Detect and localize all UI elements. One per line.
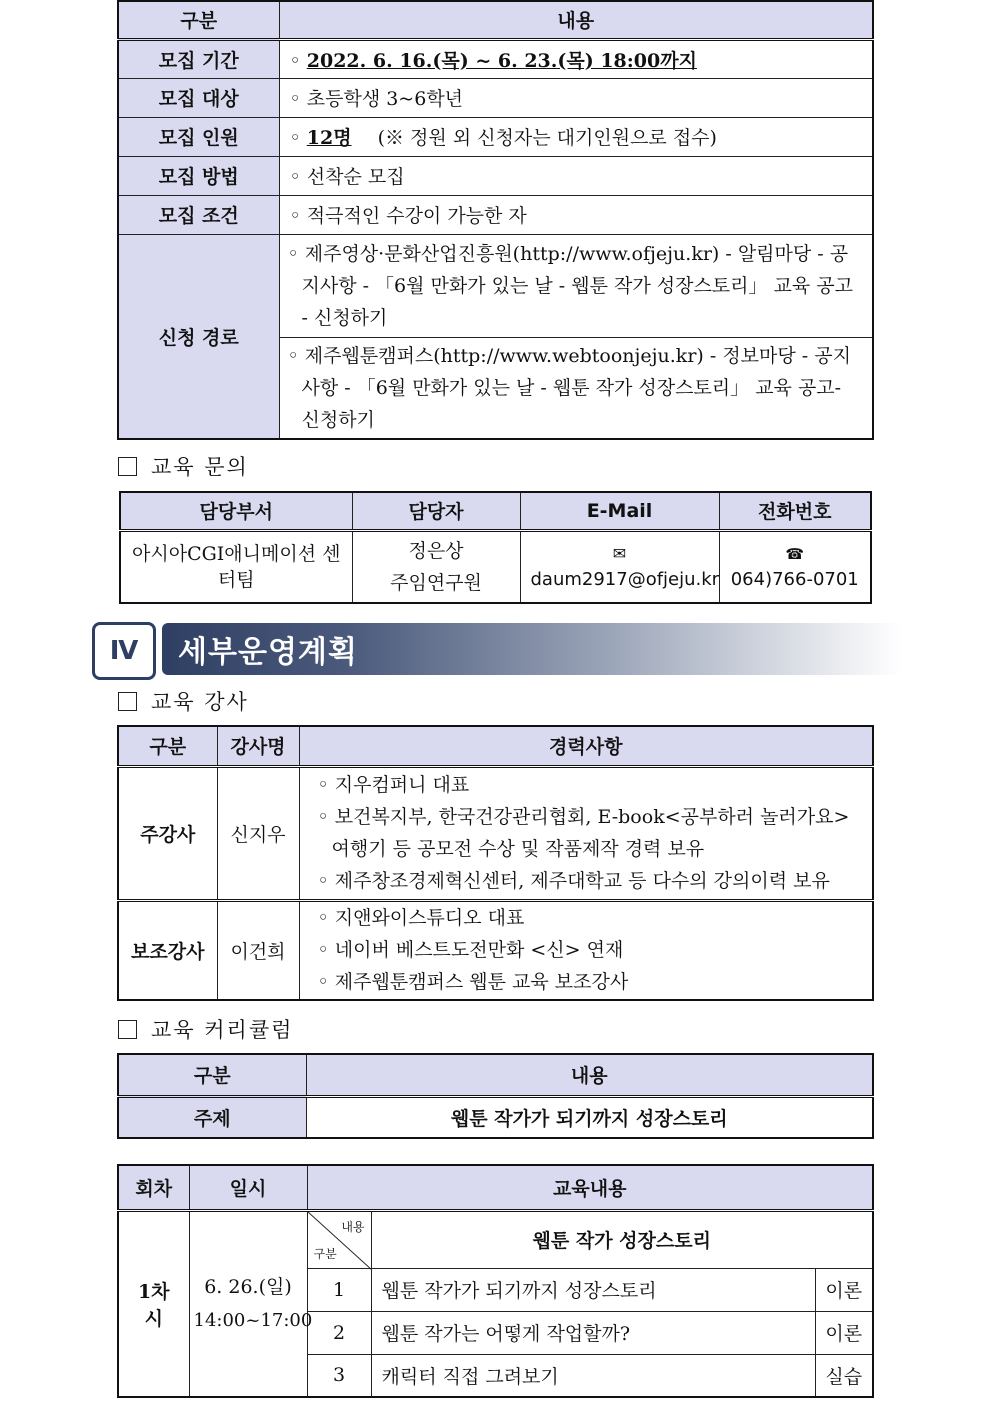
schedule-row-no: 3	[307, 1354, 371, 1397]
curriculum-theme-value: 웹툰 작가가 되기까지 성장스토리	[306, 1096, 873, 1138]
recruit-count-number: 12명	[306, 127, 352, 149]
instructors-section-heading	[118, 686, 249, 716]
diagonal-top-label: 내용	[341, 1219, 365, 1234]
career-item: ◦ 지앤와이스튜디오 대표	[317, 907, 525, 930]
inquiry-header-dept: 담당부서	[120, 492, 352, 530]
schedule-row-type: 실습	[815, 1354, 873, 1397]
apply-route-2: ◦ 제주웹툰캠퍼스(http://www.webtoonjeju.kr) - 정보마당 - 공지사항 - 「6월 만화가 있는 날 - 웹툰 작가 성장스토리」 교육 공고- 신청하기	[279, 337, 873, 439]
instructors-header-name: 강사명	[217, 726, 299, 766]
section-number-badge	[92, 622, 156, 680]
checkbox-square-icon	[118, 692, 137, 711]
instructor-career-main	[299, 766, 873, 900]
schedule-row-type: 이론	[815, 1311, 873, 1354]
schedule-row-no: 1	[307, 1268, 371, 1311]
schedule-date: 6. 26.(일)	[204, 1275, 292, 1298]
career-item: ◦ 보건복지부, 한국건강관리협회, E-book<공부하러 놀러가요> 여행기 등 공모전 수상 및 작품제작 경력 보유	[317, 806, 850, 860]
recruit-period-text: 2022. 6. 16.(목) ~ 6. 23.(목) 18:00까지	[306, 49, 697, 72]
schedule-row-content: 웹툰 작가가 되기까지 성장스토리	[371, 1268, 815, 1311]
schedule-row-content: 웹툰 작가는 어떻게 작업할까?	[371, 1311, 815, 1354]
bullet: ◦	[289, 205, 301, 227]
diagonal-bottom-label: 구분	[313, 1246, 337, 1261]
inquiry-person	[352, 530, 520, 603]
schedule-row-content: 캐릭터 직접 그려보기	[371, 1354, 815, 1397]
section-number: Ⅳ	[109, 636, 139, 666]
inquiry-table	[119, 491, 872, 604]
bullet: ◦	[289, 127, 301, 149]
recruit-count-value	[279, 117, 873, 156]
bullet: ◦	[289, 49, 301, 72]
instructors-table	[117, 725, 874, 1001]
curriculum-title: 교육 커리큘럼	[151, 1018, 294, 1042]
person-name: 정은상	[408, 539, 464, 562]
inquiry-phone-cell	[719, 530, 871, 603]
recruitment-table	[117, 0, 874, 440]
recruit-condition-value	[279, 195, 873, 234]
envelope-icon: ✉	[612, 543, 627, 563]
section-title-bar	[162, 623, 902, 675]
instructors-header-category: 구분	[118, 726, 217, 766]
career-item: ◦ 제주창조경제혁신센터, 제주대학교 등 다수의 강의이력 보유	[317, 870, 830, 892]
recruit-method-label: 모집 방법	[118, 156, 279, 195]
career-item: ◦ 지우컴퍼니 대표	[317, 774, 470, 796]
career-item: ◦ 네이버 베스트도전만화 <신> 연재	[317, 939, 624, 962]
schedule-time: 14:00~17:00	[193, 1309, 313, 1331]
schedule-table	[117, 1164, 874, 1398]
curriculum-theme-table	[117, 1053, 874, 1139]
checkbox-square-icon	[118, 457, 137, 476]
recruit-period-label: 모집 기간	[118, 39, 279, 78]
apply-route-label: 신청 경로	[118, 234, 279, 439]
recruit-count-note: (※ 정원 외 신청자는 대기인원으로 접수)	[377, 127, 717, 149]
inquiry-dept: 아시아CGI애니메이션 센터팀	[120, 530, 352, 603]
curriculum-header-category: 구분	[118, 1054, 306, 1096]
diagonal-header-cell	[307, 1210, 371, 1268]
inquiry-title: 교육 문의	[151, 455, 249, 479]
inquiry-phone: 064)766-0701	[730, 568, 859, 590]
schedule-row-type: 이론	[815, 1268, 873, 1311]
recruit-target-label: 모집 대상	[118, 78, 279, 117]
instructor-role-main: 주강사	[118, 766, 217, 900]
instructors-title: 교육 강사	[151, 690, 249, 714]
recruit-period-value	[279, 39, 873, 78]
inquiry-email-cell	[520, 530, 719, 603]
instructor-name-assistant: 이건희	[217, 900, 299, 1000]
curriculum-header-content: 내용	[306, 1054, 873, 1096]
inquiry-header-email: E-Mail	[520, 492, 719, 530]
bullet: ◦	[289, 88, 301, 110]
person-title: 주임연구원	[390, 571, 482, 594]
recruit-target-text: 초등학생 3~6학년	[306, 88, 464, 110]
telephone-icon: ☎	[785, 544, 805, 563]
inquiry-header-phone: 전화번호	[719, 492, 871, 530]
apply-route-1: ◦ 제주영상·문화산업진흥원(http://www.ofjeju.kr) - 알림마당 - 공지사항 - 「6월 만화가 있는 날 - 웹툰 작가 성장스토리」 교육 공고 - 신청하기	[279, 234, 873, 337]
schedule-header-content: 교육내용	[307, 1165, 873, 1210]
recruit-method-value	[279, 156, 873, 195]
inquiry-header-person: 담당자	[352, 492, 520, 530]
schedule-session: 1차시	[118, 1210, 189, 1397]
recruitment-header-content: 내용	[279, 1, 873, 39]
recruit-count-label: 모집 인원	[118, 117, 279, 156]
instructor-career-assistant	[299, 900, 873, 1000]
checkbox-square-icon	[118, 1020, 137, 1039]
inquiry-email[interactable]: daum2917@ofjeju.kr	[530, 568, 720, 590]
recruit-method-text: 선착순 모집	[306, 166, 405, 188]
recruitment-header-category: 구분	[118, 1, 279, 39]
schedule-topic: 웹툰 작가 성장스토리	[371, 1210, 873, 1268]
recruit-condition-text: 적극적인 수강이 가능한 자	[306, 205, 527, 227]
schedule-header-datetime: 일시	[189, 1165, 307, 1210]
recruit-condition-label: 모집 조건	[118, 195, 279, 234]
schedule-row-no: 2	[307, 1311, 371, 1354]
instructors-header-career: 경력사항	[299, 726, 873, 766]
career-item: ◦ 제주웹툰캠퍼스 웹툰 교육 보조강사	[317, 971, 629, 994]
instructor-role-assistant: 보조강사	[118, 900, 217, 1000]
curriculum-section-heading	[118, 1014, 293, 1044]
bullet: ◦	[289, 166, 301, 188]
section-banner	[92, 622, 902, 678]
instructor-name-main: 신지우	[217, 766, 299, 900]
recruit-target-value	[279, 78, 873, 117]
inquiry-section-heading	[118, 451, 249, 481]
schedule-datetime	[189, 1210, 313, 1397]
curriculum-theme-label: 주제	[118, 1096, 306, 1138]
schedule-header-session: 회차	[118, 1165, 189, 1210]
section-title: 세부운영계획	[178, 635, 358, 670]
